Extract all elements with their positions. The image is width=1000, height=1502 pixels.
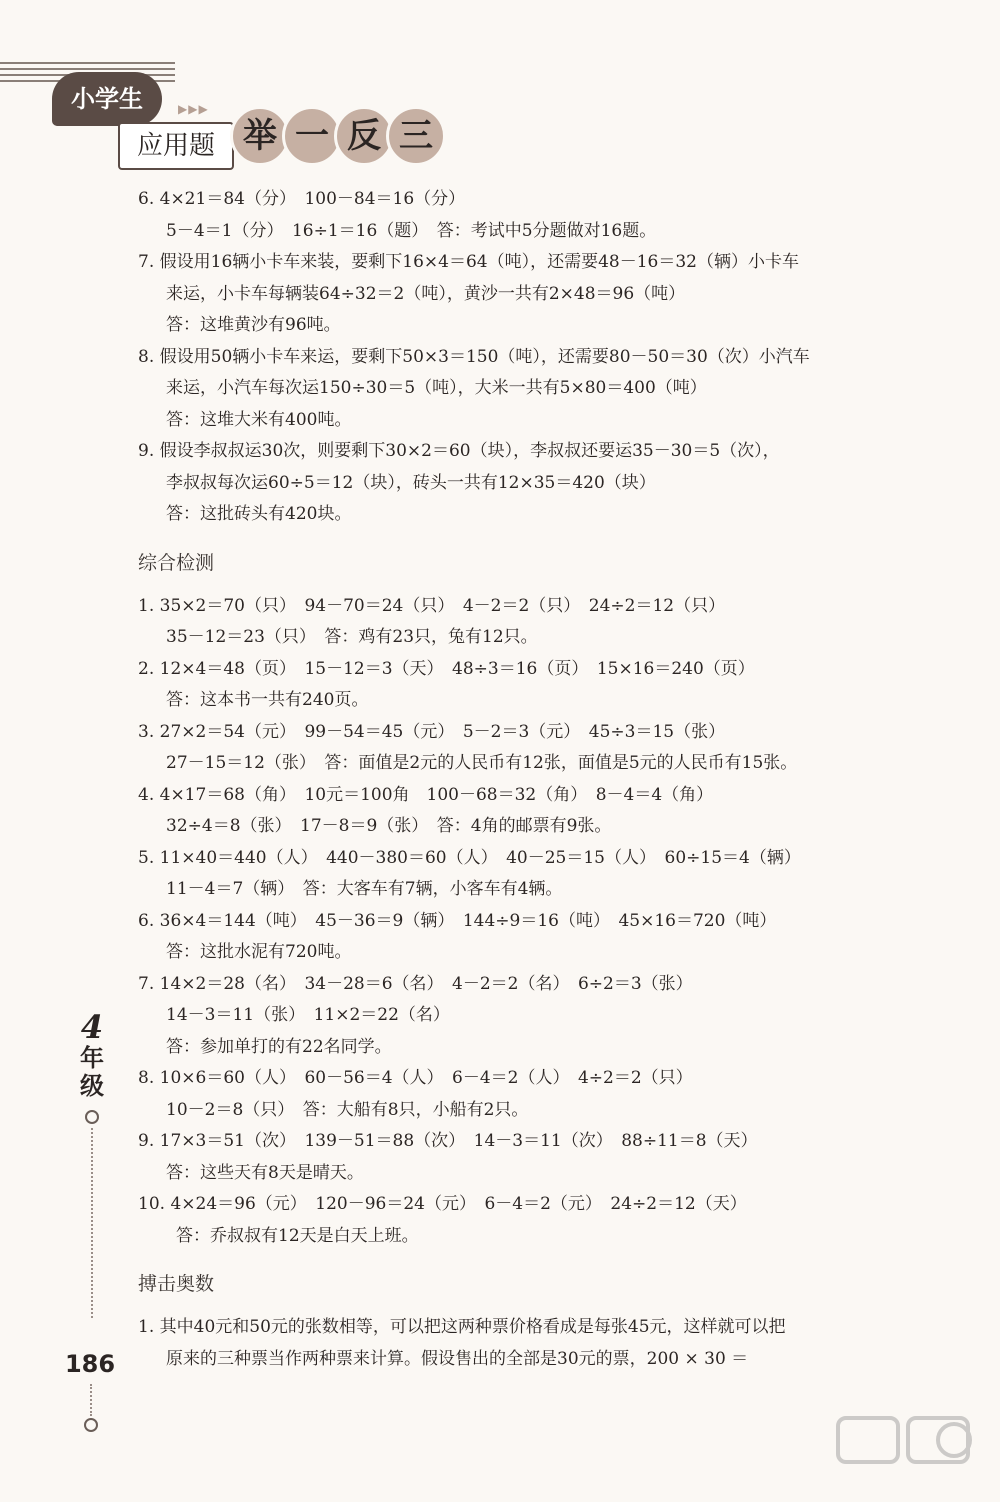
answer-line: 11－4＝7（辆） 答：大客车有7辆，小客车有4辆。: [166, 879, 563, 899]
answer-line: 答：这些天有8天是晴天。: [166, 1162, 364, 1183]
answer-line: 35－12＝23（只） 答：鸡有23只，兔有12只。: [166, 627, 538, 647]
answer-line: 4. 4×17＝68（角） 10元＝100角 100－68＝32（角） 8－4＝4（角）: [138, 784, 714, 805]
series-logo-main: 应用题: [118, 122, 234, 170]
logo-tag-char: 一: [282, 106, 342, 166]
page-header: [0, 0, 1000, 175]
answer-line: 1. 35×2＝70（只） 94－70＝24（只） 4－2＝2（只） 24÷2＝12（只）: [138, 595, 726, 616]
answer-line: 答：参加单打的有22名同学。: [166, 1036, 392, 1057]
arrow-decor-icon: ▶▶▶: [178, 102, 209, 116]
dotted-divider: [90, 1384, 92, 1416]
answer-line: 6. 36×4＝144（吨） 45－36＝9（辆） 144÷9＝16（吨） 45×16＝720（吨）: [138, 910, 777, 931]
answer-line: 1. 其中40元和50元的张数相等，可以把这两种票价格看成是每张45元，这样就可以把: [138, 1317, 786, 1337]
series-logo-small: 小学生: [52, 72, 162, 126]
answer-line: 李叔叔每次运60÷5＝12（块），砖头一共有12×35＝420（块）: [166, 472, 656, 493]
answer-line: 答：乔叔叔有12天是白天上班。: [176, 1225, 419, 1246]
answer-line: 14－3＝11（张） 11×2＝22（名）: [166, 1005, 450, 1025]
answer-line: 8. 10×6＝60（人） 60－56＝4（人） 6－4＝2（人） 4÷2＝2（只）: [138, 1068, 693, 1088]
answer-line: 7. 假设用16辆小卡车来装，要剩下16×4＝64（吨），还需要48－16＝32（辆）小卡车: [138, 252, 799, 272]
grade-label-char: 年: [80, 1044, 104, 1072]
watermark-stamp-icon: [834, 1412, 984, 1492]
answer-line: 来运，小卡车每辆装64÷32＝2（吨），黄沙一共有2×48＝96（吨）: [166, 283, 686, 304]
section-title-olympiad: 搏击奥数: [138, 1273, 215, 1295]
circle-decor-icon: [85, 1110, 99, 1124]
answer-line: 2. 12×4＝48（页） 15－12＝3（天） 48÷3＝16（页） 15×16＝240（页）: [138, 658, 755, 679]
answer-line: 10. 4×24＝96（元） 120－96＝24（元） 6－4＝2（元） 24÷2＝12（天）: [138, 1194, 747, 1214]
answer-line: 6. 4×21＝84（分） 100－84＝16（分）: [138, 189, 466, 209]
series-logo-tag: [230, 106, 438, 166]
dotted-divider: [91, 1128, 93, 1318]
answer-content: [138, 184, 918, 1375]
answer-line: 7. 14×2＝28（名） 34－28＝6（名） 4－2＝2（名） 6÷2＝3（张）: [138, 973, 693, 994]
answer-line: 3. 27×2＝54（元） 99－54＝45（元） 5－2＝3（元） 45÷3＝15（张）: [138, 721, 726, 742]
answer-line: 原来的三种票当作两种票来计算。假设售出的全部是30元的票，200 × 30 ＝: [166, 1348, 749, 1369]
grade-label-char: 级: [80, 1072, 104, 1100]
logo-tag-char: 举: [230, 106, 290, 166]
answer-line: 9. 假设李叔叔运30次，则要剩下30×2＝60（块），李叔叔还要运35－30＝5（次），: [138, 441, 780, 461]
grade-sidebar: [72, 1010, 112, 1318]
page-number: 186: [64, 1350, 116, 1378]
grade-number: 4: [80, 1008, 104, 1046]
answer-line: 答：这批砖头有420块。: [166, 504, 352, 524]
answer-block-1: [138, 184, 918, 531]
answer-line: 5. 11×40＝440（人） 440－380＝60（人） 40－25＝15（人） 60÷15＝4（辆）: [138, 847, 801, 868]
logo-tag-char: 三: [386, 106, 446, 166]
answer-line: 来运，小汽车每次运150÷30＝5（吨），大米一共有5×80＝400（吨）: [166, 378, 707, 398]
answer-line: 9. 17×3＝51（次） 139－51＝88（次） 14－3＝11（次） 88÷11＝8（天）: [138, 1131, 758, 1151]
answer-block-2: [138, 591, 918, 1253]
circle-decor-icon: [84, 1418, 98, 1432]
answer-line: 10－2＝8（只） 答：大船有8只，小船有2只。: [166, 1099, 529, 1120]
answer-line: 答：这堆大米有400吨。: [166, 409, 352, 430]
answer-line: 8. 假设用50辆小卡车来运，要剩下50×3＝150（吨），还需要80－50＝30（次）小汽车: [138, 346, 810, 367]
answer-line: 答：这批水泥有720吨。: [166, 942, 352, 962]
answer-line: 27－15＝12（张） 答：面值是2元的人民币有12张，面值是5元的人民币有15张。: [166, 753, 798, 773]
answer-line: 答：这本书一共有240页。: [166, 690, 369, 710]
logo-tag-char: 反: [334, 106, 394, 166]
section-title-comprehensive: 综合检测: [138, 551, 215, 574]
answer-line: 32÷4＝8（张） 17－8＝9（张） 答：4角的邮票有9张。: [166, 816, 612, 836]
answer-line: 5－4＝1（分） 16÷1＝16（题） 答：考试中5分题做对16题。: [166, 220, 657, 241]
answer-block-3: [138, 1312, 918, 1375]
answer-line: 答：这堆黄沙有96吨。: [166, 315, 341, 335]
